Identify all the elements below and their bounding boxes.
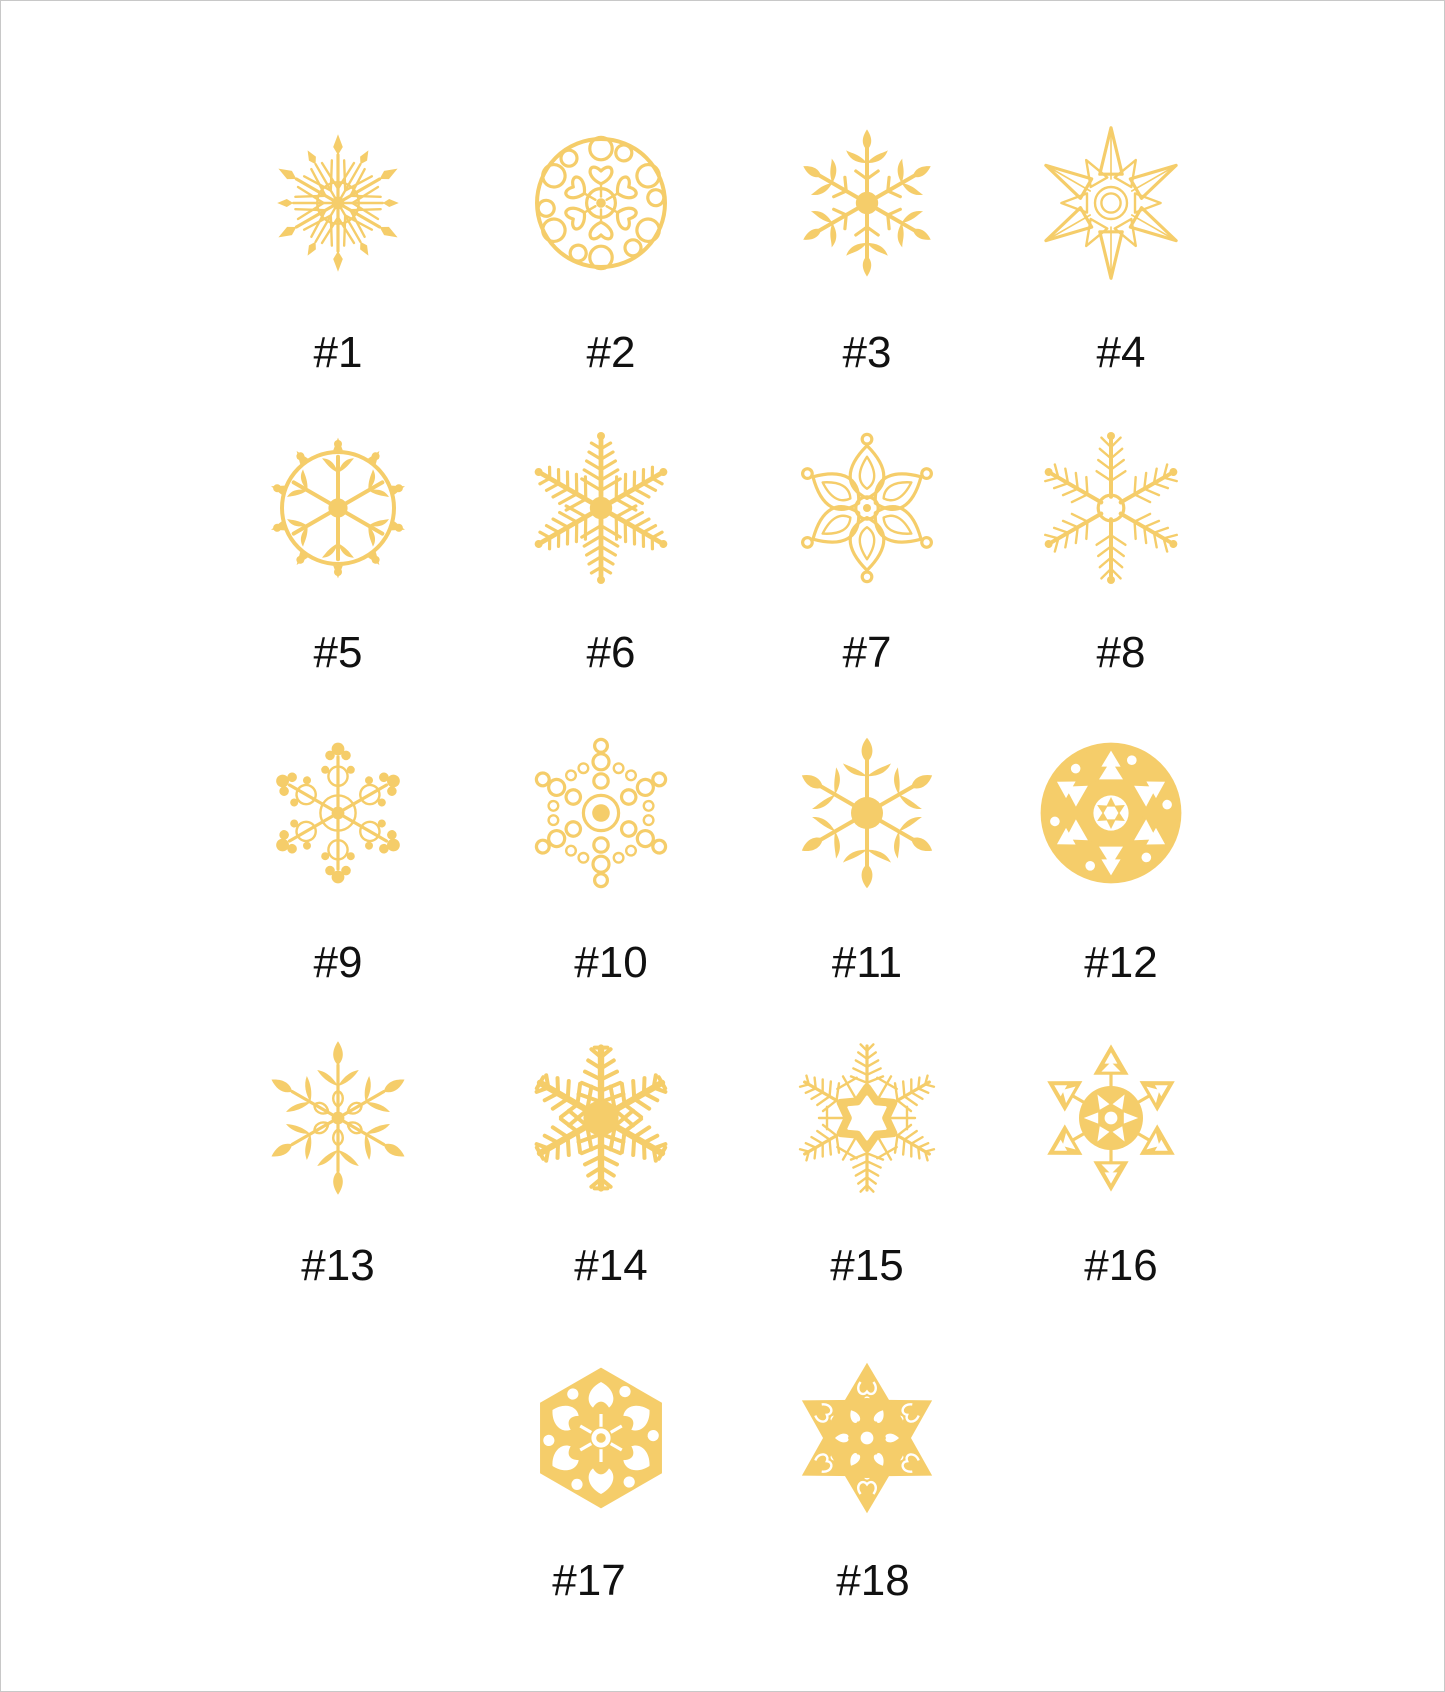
- snowflake-18-label: #18: [836, 1556, 910, 1605]
- snowflake-5-svg: [258, 418, 418, 598]
- snowflake-16-icon: [1031, 1028, 1191, 1208]
- snowflake-9-icon: [258, 723, 418, 903]
- snowflake-12-svg: [1031, 723, 1191, 903]
- snowflake-6-icon: [521, 418, 681, 598]
- snowflake-16-svg: [1031, 1028, 1191, 1208]
- snowflake-15-svg: [787, 1028, 947, 1208]
- snowflake-16-label: #16: [1084, 1241, 1158, 1290]
- snowflake-8-svg: [1031, 418, 1191, 598]
- snowflake-12-label: #12: [1084, 938, 1158, 987]
- snowflake-18-icon: [787, 1348, 947, 1528]
- snowflake-17-icon: [521, 1348, 681, 1528]
- snowflake-13-icon: [258, 1028, 418, 1208]
- snowflake-5-icon: [258, 418, 418, 598]
- snowflake-18-svg: [787, 1348, 947, 1528]
- snowflake-15-label: #15: [830, 1241, 904, 1290]
- snowflake-1-svg: [258, 113, 418, 293]
- snowflake-3-label: #3: [842, 328, 892, 377]
- snowflake-14-label: #14: [574, 1241, 648, 1290]
- snowflake-9-label: #9: [313, 938, 363, 987]
- snowflake-13-label: #13: [301, 1241, 375, 1290]
- snowflake-11-label: #11: [831, 938, 903, 987]
- snowflake-8-icon: [1031, 418, 1191, 598]
- snowflake-8-label: #8: [1096, 628, 1146, 677]
- snowflake-1-icon: [258, 113, 418, 293]
- snowflake-2-label: #2: [586, 328, 636, 377]
- snowflake-3-icon: [787, 113, 947, 293]
- snowflake-6-label: #6: [586, 628, 636, 677]
- snowflake-14-svg: [521, 1028, 681, 1208]
- snowflake-4-icon: [1031, 113, 1191, 293]
- snowflake-2-svg: [521, 113, 681, 293]
- snowflake-15-icon: [787, 1028, 947, 1208]
- snowflake-10-label: #10: [574, 938, 648, 987]
- snowflake-7-icon: [787, 418, 947, 598]
- snowflake-7-svg: [787, 418, 947, 598]
- snowflake-9-svg: [258, 723, 418, 903]
- snowflake-5-label: #5: [313, 628, 363, 677]
- snowflake-10-svg: [521, 723, 681, 903]
- snowflake-4-svg: [1031, 113, 1191, 293]
- snowflake-10-icon: [521, 723, 681, 903]
- snowflake-11-svg: [787, 723, 947, 903]
- snowflake-1-label: #1: [313, 328, 363, 377]
- snowflake-14-icon: [521, 1028, 681, 1208]
- snowflake-17-label: #17: [552, 1556, 626, 1605]
- snowflake-2-icon: [521, 113, 681, 293]
- snowflake-3-svg: [787, 113, 947, 293]
- snowflake-12-icon: [1031, 723, 1191, 903]
- snowflake-13-svg: [258, 1028, 418, 1208]
- snowflake-4-label: #4: [1096, 328, 1146, 377]
- snowflake-7-label: #7: [842, 628, 892, 677]
- snowflake-17-svg: [521, 1348, 681, 1528]
- snowflake-11-icon: [787, 723, 947, 903]
- snowflake-6-svg: [521, 418, 681, 598]
